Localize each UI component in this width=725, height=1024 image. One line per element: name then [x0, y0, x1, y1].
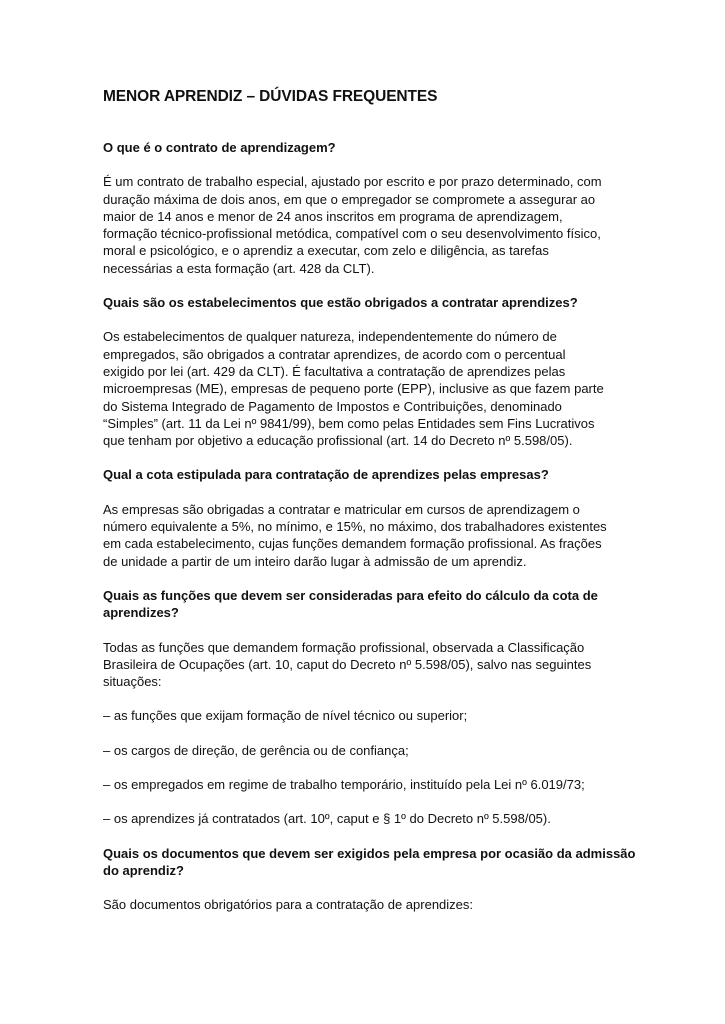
answer-line: moral e psicológico, e o aprendiz a executar, com zelo e diligência, as tarefas: [103, 243, 549, 259]
answer-line: número equivalente a 5%, no mínimo, e 15%, no máximo, dos trabalhadores existentes: [103, 519, 607, 535]
question-heading: [103, 845, 636, 880]
list-item: [103, 776, 623, 793]
answer-line: “Simples” (art. 11 da Lei nº 9841/99), bem como pelas Entidades sem Fins Lucrativos: [103, 415, 595, 431]
list-item-text: – as funções que exijam formação de nível técnico ou superior;: [103, 708, 468, 724]
list-item: [103, 810, 623, 827]
answer-line: situações:: [103, 674, 162, 690]
answer-line: Todas as funções que demandem formação profissional, observada a Classificação: [103, 639, 585, 655]
answer-line: em cada estabelecimento, cujas funções demandem formação profissional. As frações: [103, 536, 602, 552]
answer-line: empregados, são obrigados a contratar aprendizes, de acordo com o percentual: [103, 346, 566, 362]
answer-paragraph: [103, 639, 623, 691]
question-line: Quais as funções que devem ser consideradas para efeito do cálculo da cota de: [103, 587, 598, 603]
answer-line: exigido por lei (art. 429 da CLT). É facultativa a contratação de aprendizes pelas: [103, 363, 566, 379]
list-item-text: – os cargos de direção, de gerência ou de confiança;: [103, 742, 409, 758]
answer-line: duração máxima de dois anos, em que o empregador se compromete a assegurar ao: [103, 191, 596, 207]
document-page: [103, 86, 636, 931]
question-line: Qual a cota estipulada para contratação de aprendizes pelas empresas?: [103, 467, 549, 483]
answer-line: de unidade a partir de um inteiro darão lugar à admissão de um aprendiz.: [103, 553, 527, 569]
list-item-text: – os aprendizes já contratados (art. 10º, caput e § 1º do Decreto nº 5.598/05).: [103, 811, 551, 827]
answer-line: formação técnico-profissional metódica, compatível com o seu desenvolvimento físico,: [103, 226, 601, 242]
question-line: do aprendiz?: [103, 862, 184, 878]
answer-line: maior de 14 anos e menor de 24 anos inscritos em programa de aprendizagem,: [103, 208, 563, 224]
answer-line: do Sistema Integrado de Pagamento de Impostos e Contribuições, denominado: [103, 398, 562, 414]
answer-line: As empresas são obrigadas a contratar e matricular em cursos de aprendizagem o: [103, 501, 580, 517]
question-heading: [103, 587, 623, 622]
answer-paragraph: [103, 501, 623, 570]
answer-paragraph: [103, 328, 623, 449]
answer-line: necessárias a esta formação (art. 428 da CLT).: [103, 260, 375, 276]
question-heading: [103, 139, 623, 156]
question-heading: [103, 466, 623, 483]
answer-line: São documentos obrigatórios para a contratação de aprendizes:: [103, 897, 474, 913]
question-line: O que é o contrato de aprendizagem?: [103, 140, 336, 155]
answer-line: Brasileira de Ocupações (art. 10, caput do Decreto nº 5.598/05), salvo nas seguintes: [103, 656, 592, 672]
answer-paragraph: [103, 173, 623, 277]
question-line: Quais são os estabelecimentos que estão obrigados a contratar aprendizes?: [103, 295, 578, 311]
list-item: [103, 707, 623, 724]
answer-line: É um contrato de trabalho especial, ajustado por escrito e por prazo determinado, com: [103, 174, 602, 190]
answer-paragraph: [103, 896, 623, 913]
question-heading: [103, 294, 623, 311]
question-line: aprendizes?: [103, 605, 179, 621]
answer-line: microempresas (ME), empresas de pequeno porte (EPP), inclusive as que fazem parte: [103, 381, 604, 397]
answer-line: que tenham por objetivo a educação profissional (art. 14 do Decreto nº 5.598/05).: [103, 433, 573, 449]
answer-line: Os estabelecimentos de qualquer natureza, independentemente do número de: [103, 329, 557, 345]
list-item-text: – os empregados em regime de trabalho temporário, instituído pela Lei nº 6.019/73;: [103, 777, 585, 793]
question-line: Quais os documentos que devem ser exigidos pela empresa por ocasião da admissão: [103, 845, 636, 861]
list-item: [103, 742, 623, 759]
document-title: MENOR APRENDIZ – DÚVIDAS FREQUENTES: [103, 88, 438, 105]
